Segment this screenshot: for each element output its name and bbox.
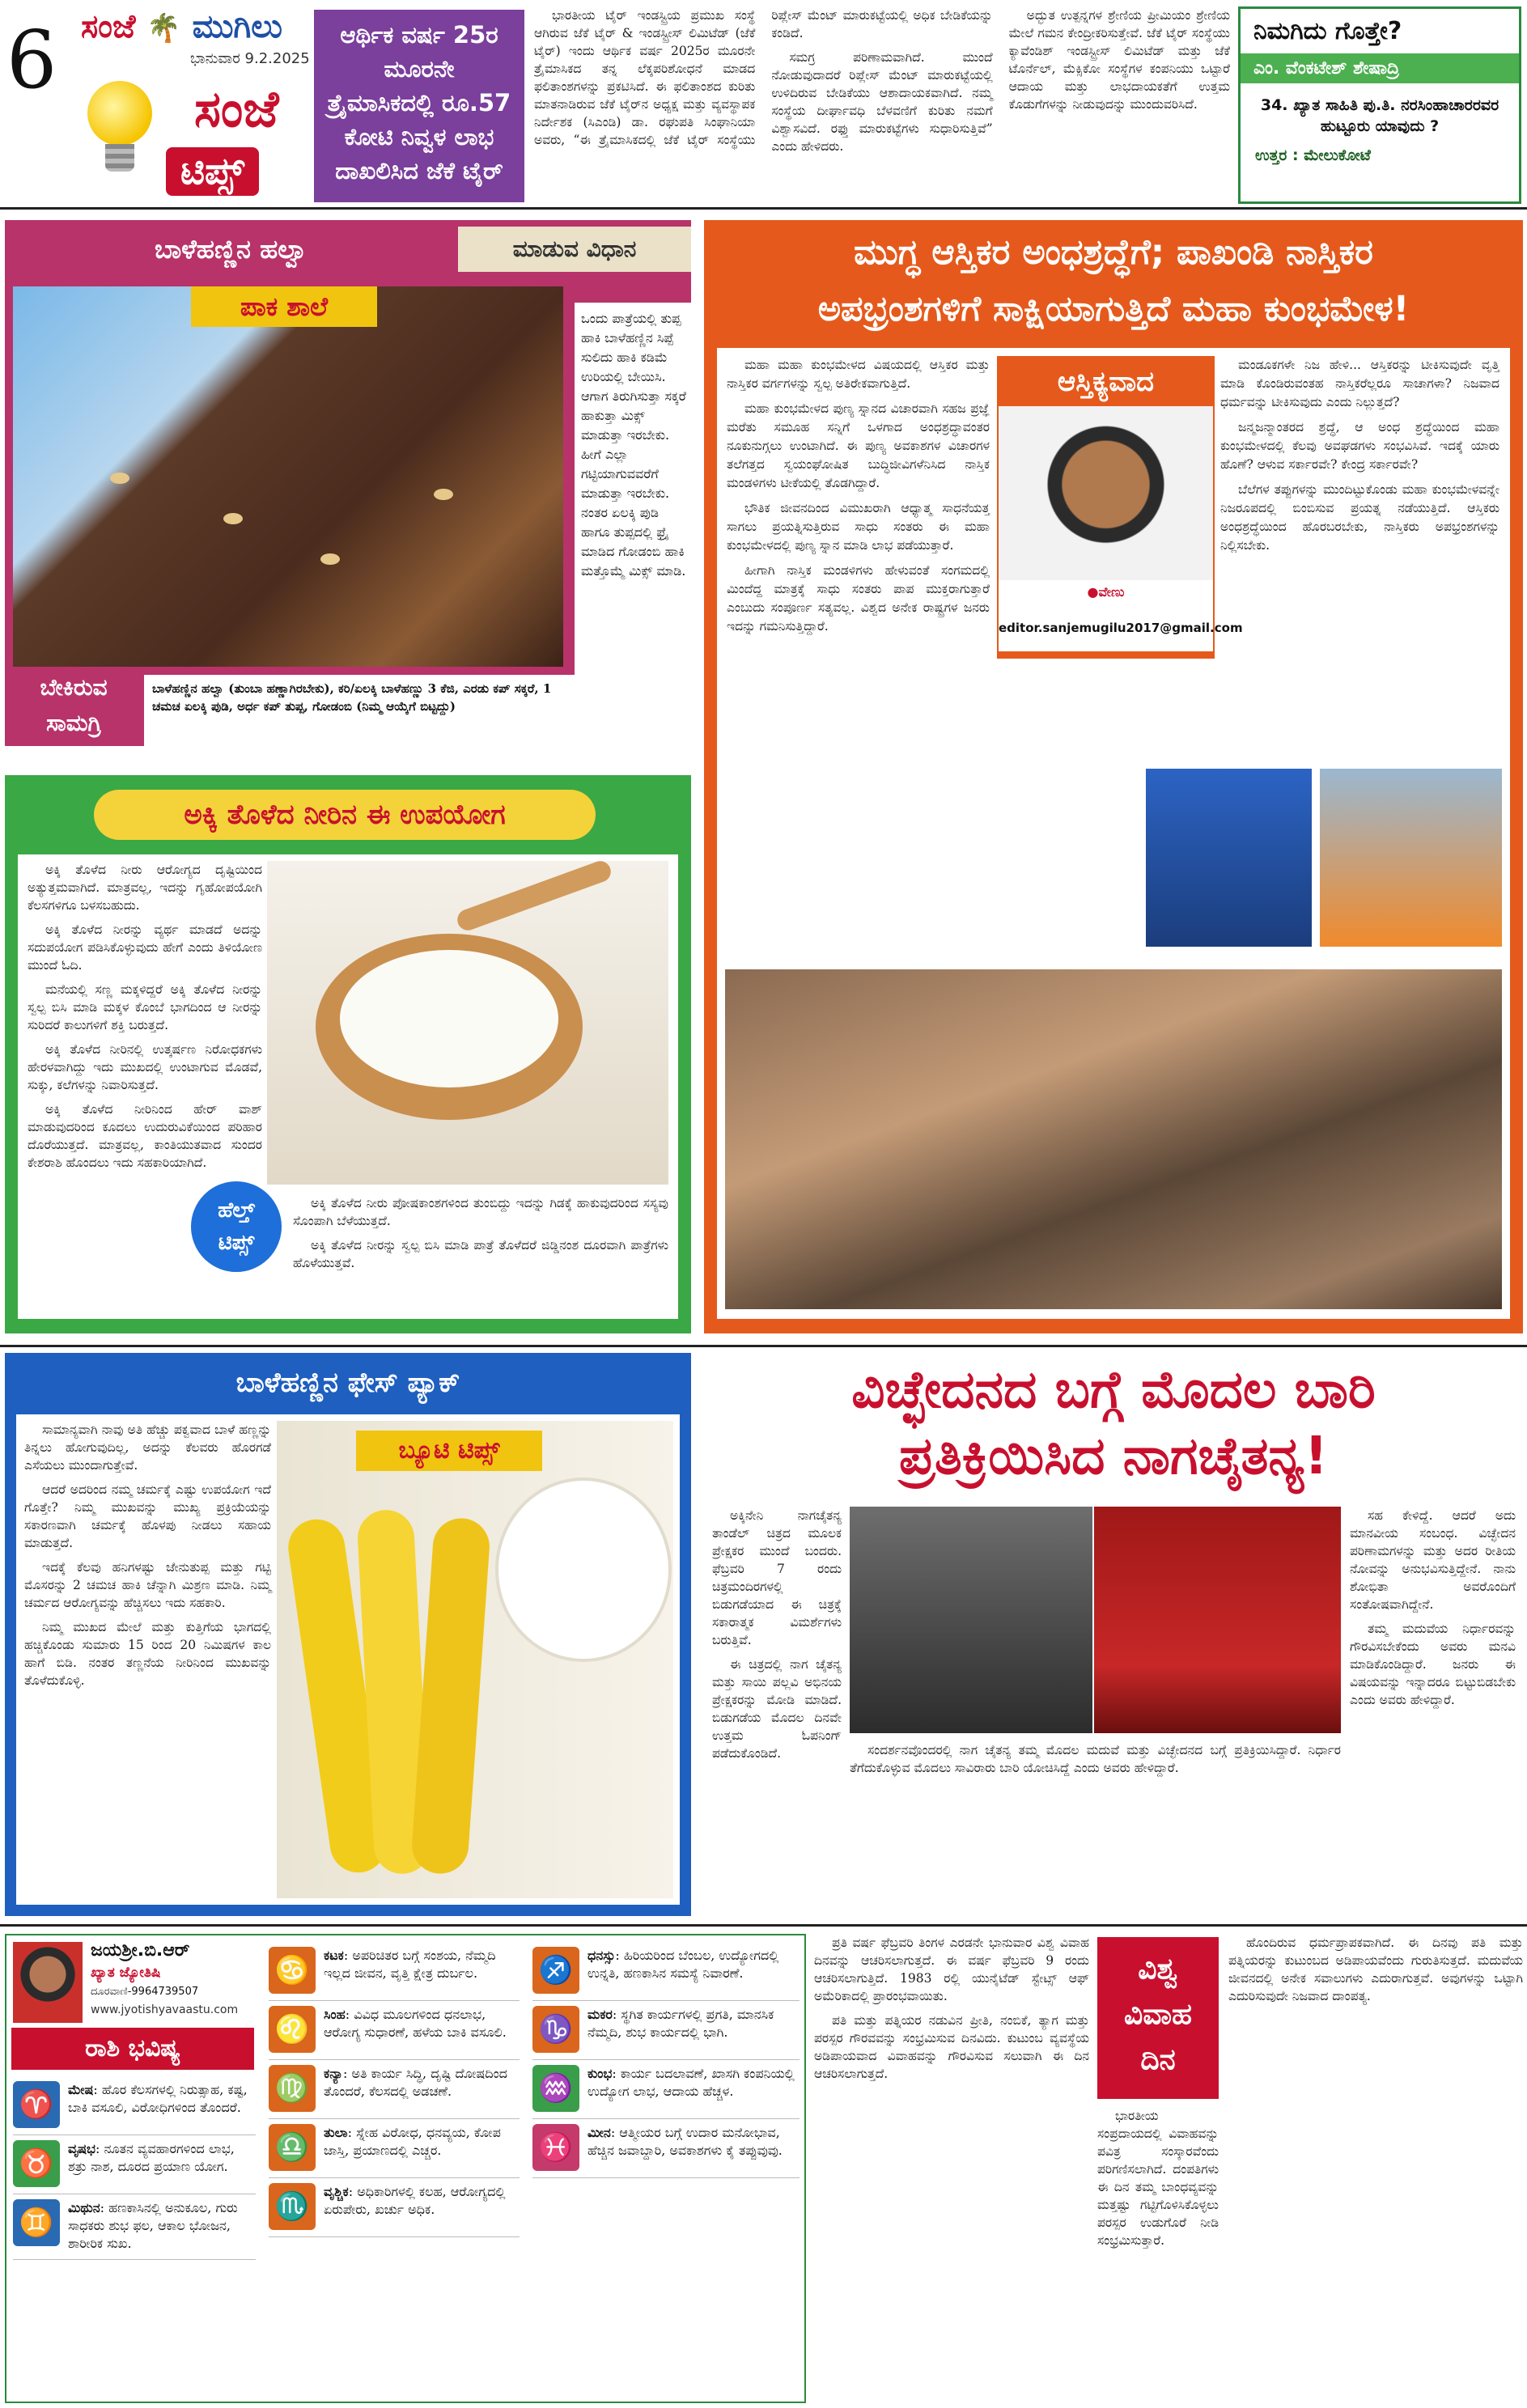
sign-name: ಮಕರ bbox=[587, 2007, 613, 2022]
nut-dot bbox=[110, 473, 129, 484]
paragraph: ಅಕ್ಕಿ ತೊಳೆದ ನೀರು ಪೋಷಕಾಂಶಗಳಿಂದ ತುಂಬಿದ್ದು ಇದನ್ನು ಗಿಡಕ್ಕೆ ಹಾಕುವುದರಿಂದ ಸಸ್ಯವು ಸೊಂಪಾಗಿ ಬೆಳೆಯುತ್ತದೆ. bbox=[293, 1196, 668, 1228]
sign-text: ಹಿರಿಯರಿಂದ ಬೆಂಬಲ, ಉದ್ಯೋಗದಲ್ಲಿ ಉನ್ನತಿ, ಹಣಕಾಸಿನ ಸಮಸ್ಯೆ ನಿವಾರಣೆ. bbox=[587, 1948, 779, 1981]
gemini-icon: ♊ bbox=[13, 2199, 60, 2246]
sign-name: ಸಿಂಹ bbox=[324, 2007, 346, 2022]
astro-phone: ದೂರವಾಣಿ-9964739507 bbox=[91, 1986, 199, 1998]
column-name: ಆಸ್ತಿಕ್ಯವಾದ bbox=[1057, 366, 1155, 398]
paragraph: ಅಕ್ಕಿ ತೊಳೆದ ನೀರನ್ನು ವ್ಯರ್ಥ ಮಾಡದೆ ಅದನ್ನು ಸದುಪಯೋಗ ಪಡಿಸಿಕೊಳ್ಳುವುದು ಹೇಗೆ ಎಂದು ತಿಳಿಯೋಣ ಮುಂದೆ ಓದಿ. bbox=[28, 922, 262, 973]
libra-icon: ♎ bbox=[269, 2124, 316, 2171]
promo-text: ಆರ್ಥಿಕ ವರ್ಷ 25ರ ಮೂರನೇ ತ್ರೈಮಾಸಿಕದಲ್ಲಿ ರೂ.57 ಕೋಟಿ ನಿವ್ವಳ ಲಾಭ ದಾಖಲಿಸಿದ ಜೆಕೆ ಟೈರ್ bbox=[327, 21, 511, 184]
paragraph: ಬೆಲೆಗಳ ತಪ್ಪುಗಳನ್ನು ಮುಂದಿಟ್ಟುಕೊಂಡು ಮಹಾ ಕುಂಭಮೇಳವನ್ನೇ ನಿಜರೂಪದಲ್ಲಿ ಬಿಂಬಿಸುವ ಪ್ರಯತ್ನ ನಡೆಯುತ್ತಿದೆ. ಆಸ್ತಿಕರು ಅಂಧಶ್ರದ್ಧೆಯಿಂದ ಹೊರಬರಬೇಕು, ನಾಸ್ತಿಕರು ಅಪಭ್ರಂಶಗಳನ್ನು ನಿಲ್ಲಿಸಬೇಕು. bbox=[1220, 482, 1499, 553]
zodiac-column bbox=[269, 1942, 520, 2237]
paragraph: ಜನ್ಮಜನ್ಮಾಂತರದ ಶ್ರದ್ಧೆ, ಆ ಅಂಧ ಶ್ರದ್ಧೆಯಿಂದ ಮಹಾ ಕುಂಭಮೇಳದಲ್ಲಿ ಕೆಲವು ಅವಘಡಗಳು ಸಂಭವಿಸಿವೆ. ಇದಕ್ಕೆ ಯಾರು ಹೊಣೆ? ಆಳುವ ಸರ್ಕಾರವೇ? ಕೇಂದ್ರ ಸರ್ಕಾರವೇ? bbox=[1220, 420, 1499, 472]
cancer-icon: ♋ bbox=[269, 1947, 316, 1994]
zodiac-sign: ♒ ಕುಂಭ: ಕಾರ್ಯ ಬದಲಾವಣೆ, ಖಾಸಗಿ ಕಂಪನಿಯಲ್ಲಿ ಉದ್ಯೋಗ ಲಾಭ, ಆದಾಯ ಹೆಚ್ಚಳ. bbox=[532, 2060, 800, 2119]
paragraph: ಸಂದರ್ಶನವೊಂದರಲ್ಲಿ ನಾಗ ಚೈತನ್ಯ ತಮ್ಮ ಮೊದಲ ಮದುವೆ ಮತ್ತು ವಿಚ್ಛೇದನದ ಬಗ್ಗೆ ಪ್ರತಿಕ್ರಿಯಿಸಿದ್ದಾರೆ. ನಿರ್ಧಾರ ತೆಗೆದುಕೊಳ್ಳುವ ಮೊದಲು ಸಾವಿರಾರು ಬಾರಿ ಯೋಚಿಸಿದ್ದೆ ಎಂದು ಅವರು ಹೇಳಿದ್ದಾರೆ. bbox=[850, 1743, 1341, 1775]
paragraph: ಹೊಂದಿರುವ ಧರ್ಮಪ್ರಾಪಕವಾಗಿದೆ. ಈ ದಿನವು ಪತಿ ಮತ್ತು ಪತ್ನಿಯರನ್ನು ಕುಟುಂಬದ ಅಡಿಪಾಯವೆಂದು ಗುರುತಿಸುತ್ತದೆ. ಮದುವೆಯ ಜೀವನದಲ್ಲಿ ಅನೇಕ ಸವಾಲುಗಳು ಎದುರಾಗುತ್ತವೆ. ಅವುಗಳನ್ನು ಒಟ್ಟಾಗಿ ಎದುರಿಸುವುದೇ ನಿಜವಾದ ದಾಂಪತ್ಯ. bbox=[1228, 1935, 1523, 2003]
halwa-title: ಬಾಳೆಹಣ್ಣಿನ ಹಲ್ವಾ bbox=[5, 220, 458, 278]
beauty-tips-label: ಬ್ಯೂಟಿ ಟಿಪ್ಸ್ bbox=[356, 1431, 542, 1471]
paragraph: ಮಹಾ ಮಹಾ ಕುಂಭಮೇಳದ ವಿಷಯದಲ್ಲಿ ಆಸ್ತಿಕರ ಮತ್ತು ನಾಸ್ತಿಕರ ವರ್ಗಗಳನ್ನು ಸ್ವಲ್ಪ ಅತಿರೇಕವಾಗುತ್ತಿದೆ. bbox=[727, 358, 990, 391]
zodiac-sign: ♐ ಧನಸ್ಸು: ಹಿರಿಯರಿಂದ ಬೆಂಬಲ, ಉದ್ಯೋಗದಲ್ಲಿ ಉನ್ನತಿ, ಹಣಕಾಸಿನ ಸಮಸ್ಯೆ ನಿವಾರಣೆ. bbox=[532, 1942, 800, 2001]
astro-website: www.jyotishyavaastu.com bbox=[91, 2003, 239, 2016]
halwa-photo bbox=[13, 286, 563, 667]
kumbh-section bbox=[704, 220, 1523, 1333]
paragraph: ಅಕ್ಕಿ ತೊಳೆದ ನೀರಿನಲ್ಲಿ ಉತ್ಕರ್ಷಣ ನಿರೋಧಕಗಳು ಹೇರಳವಾಗಿದ್ದು ಇದು ಮುಖದಲ್ಲಿ ಉಂಟಾಗುವ ಮೊಡವೆ, ಸುಕ್ಕು, ಕಲೆಗಳನ್ನು ನಿವಾರಿಸುತ್ತದೆ. bbox=[28, 1042, 262, 1092]
banana-pack-text bbox=[24, 1421, 271, 1898]
ingredients-label: ಬೇಕಿರುವ ಸಾಮಗ್ರಿ bbox=[13, 667, 134, 746]
banana-photo bbox=[277, 1421, 673, 1898]
quiz-title: ನಿಮಗಿದು ಗೊತ್ತೇ? bbox=[1241, 9, 1519, 53]
sign-name: ಮೀನ bbox=[587, 2125, 611, 2140]
business-story bbox=[534, 6, 1230, 204]
quiz-question: 34. ಖ್ಯಾತ ಸಾಹಿತಿ ಪು.ತಿ. ನರಸಿಂಹಾಚಾರರವರ ಹುಟ್ಟೂರು ಯಾವುದು ? bbox=[1260, 96, 1499, 135]
actor-photo bbox=[850, 1507, 1092, 1733]
badge-line: ಟಿಪ್ಸ್ bbox=[218, 1231, 255, 1255]
palm-icon: 🌴 bbox=[146, 12, 181, 45]
banana-pack-section bbox=[5, 1353, 691, 1916]
paragraph: ಮನೆಯಲ್ಲಿ ಸಣ್ಣ ಮಕ್ಕಳಿದ್ದರೆ ಅಕ್ಕಿ ತೊಳೆದ ನೀರನ್ನು ಸ್ವಲ್ಪ ಬಿಸಿ ಮಾಡಿ ಮಕ್ಕಳ ಕೊಂಬೆ ಭಾಗದಿಂದ ಆ ನೀರನ್ನು ಸುರಿದರೆ ಕಾಲುಗಳಿಗೆ ಶಕ್ತಿ ಬರುತ್ತದೆ. bbox=[28, 982, 262, 1032]
title-line: ವಿಶ್ವ bbox=[1138, 1952, 1178, 1986]
marriage-day-title bbox=[1097, 1937, 1219, 2099]
paragraph: ಪತಿ ಮತ್ತು ಪತ್ನಿಯರ ನಡುವಿನ ಪ್ರೀತಿ, ನಂಬಿಕೆ, ತ್ಯಾಗ ಮತ್ತು ಪರಸ್ಪರ ಗೌರವವನ್ನು ಸಂಭ್ರಮಿಸುವ ದಿನವಿದು. ಕುಟುಂಬ ವ್ಯವಸ್ಥೆಯ ಅಡಿಪಾಯವಾದ ವಿವಾಹವನ್ನು ಗೌರವಿಸುವ ಸಲುವಾಗಿ ಈ ದಿನ ಆಚರಿಸಲಾಗುತ್ತದೆ. bbox=[814, 2013, 1089, 2081]
paper-name-part-2: ಮುಗಿಲು bbox=[192, 8, 282, 45]
aquarius-icon: ♒ bbox=[532, 2065, 579, 2112]
badge-line: ಹೆಲ್ತ್ bbox=[218, 1198, 255, 1223]
zodiac-column bbox=[532, 1942, 800, 2178]
scorpio-icon: ♏ bbox=[269, 2183, 316, 2230]
ingredients-text: ಬಾಳೆಹಣ್ಣಿನ ಹಲ್ವಾ (ತುಂಬಾ ಹಣ್ಣಾಗಿರಬೇಕು), ಕರಿ/ಏಲಕ್ಕಿ ಬಾಳೆಹಣ್ಣು 3 ಕೆಜಿ, ಎರಡು ಕಪ್ ಸಕ್ಕರೆ, 1 ಚಮಚ ಏಲಕ್ಕಿ ಪುಡಿ, ಅರ್ಧ ಕಪ್ ತುಪ್ಪ, ಗೋಡಂಬಿ (ನಿಮ್ಮ ಆಯ್ಕೆಗೆ ಬಿಟ್ಟದ್ದು) bbox=[144, 675, 581, 746]
paragraph: ಅಕ್ಕಿ ತೊಳೆದ ನೀರು ಆರೋಗ್ಯದ ದೃಷ್ಟಿಯಿಂದ ಅತ್ಯುತ್ತಮವಾಗಿದೆ. ಮಾತ್ರವಲ್ಲ, ಇದನ್ನು ಗೃಹೋಪಯೋಗಿ ಕೆಲಸಗಳಿಗೂ ಬಳಸಬಹುದು. bbox=[28, 863, 262, 913]
sign-text: ಅತಿ ಕಾರ್ಯ ಸಿದ್ಧಿ, ದೃಷ್ಟಿ ದೋಷದಿಂದ ತೊಂದರೆ, ಕೆಲಸದಲ್ಲಿ ಅಡಚಣೆ. bbox=[324, 2066, 507, 2099]
column-badge bbox=[997, 356, 1243, 659]
divider bbox=[0, 1345, 1527, 1347]
paper-name bbox=[81, 8, 282, 45]
paper-name-part-1: ಸಂಜೆ bbox=[81, 8, 136, 45]
astro-photo bbox=[13, 1942, 83, 2023]
zodiac-sign: ♊ ಮಿಥುನ: ಹಣಕಾಸಿನಲ್ಲಿ ಅನುಕೂಲ, ಗುರು ಸಾಧಕರು ಶುಭ ಫಲ, ಆಕಾಲ ಭೋಜನ, ಶಾರೀರಿಕ ಸುಖ. bbox=[13, 2194, 256, 2260]
chaitanya-section bbox=[704, 1353, 1523, 1916]
author-name: ●ವೇಣು bbox=[999, 580, 1213, 604]
zodiac-column bbox=[13, 2076, 256, 2260]
leader-photo-2 bbox=[1320, 769, 1502, 947]
sagittarius-icon: ♐ bbox=[532, 1947, 579, 1994]
marriage-day-section bbox=[814, 1934, 1523, 2403]
sign-name: ಕನ್ಯಾ bbox=[324, 2066, 343, 2081]
paragraph: ಈ ಚಿತ್ರದಲ್ಲಿ ನಾಗ ಚೈತನ್ಯ ಮತ್ತು ಸಾಯಿ ಪಲ್ಲವಿ ಅಭಿನಯ ಪ್ರೇಕ್ಷಕರನ್ನು ಮೋಡಿ ಮಾಡಿದೆ. ಬಿಡುಗಡೆಯ ಮೊದಲ ದಿನವೇ ಉತ್ತಮ ಓಪನಿಂಗ್ ಪಡೆದುಕೊಂಡಿದೆ. bbox=[712, 1657, 842, 1761]
section-subtitle: ಟಿಪ್ಸ್ bbox=[166, 147, 259, 196]
divider bbox=[0, 207, 1527, 210]
astro-section bbox=[5, 1934, 806, 2403]
pisces-icon: ♓ bbox=[532, 2124, 579, 2171]
date-line: ಭಾನುವಾರ 9.2.2025 bbox=[190, 50, 310, 67]
sign-text: ಕಾರ್ಯ ಬದಲಾವಣೆ, ಖಾಸಗಿ ಕಂಪನಿಯಲ್ಲಿ ಉದ್ಯೋಗ ಲಾಭ, ಆದಾಯ ಹೆಚ್ಚಳ. bbox=[587, 2066, 795, 2099]
rice-water-tail bbox=[293, 1194, 668, 1314]
sign-name: ಮಿಥುನ bbox=[68, 2200, 100, 2215]
marriage-col-2 bbox=[1097, 2107, 1219, 2403]
quiz-answer: ಉತ್ತರ : ಮೇಲುಕೋಟೆ bbox=[1255, 146, 1371, 164]
paragraph: ಭಾರತೀಯ ಟೈರ್ ಇಂಡಸ್ಟ್ರಿಯ ಪ್ರಮುಖ ಸಂಸ್ಥೆ ಆಗಿರುವ ಜೆಕೆ ಟೈರ್ & ಇಂಡಸ್ಟ್ರೀಸ್ ಲಿಮಿಟೆಡ್ (ಜೆಕೆ ಟೈರ್) ಇಂದು ಆರ್ಥಿಕ ವರ್ಷ 2025ರ ಮೂರನೇ ತ್ರೈಮಾಸಿಕದ ತನ್ನ ಲೆಕ್ಕಪರಿಶೋಧನೆ ಮಾಡದ ಫಲಿತಾಂಶಗಳನ್ನು ಪ್ರಕಟಿಸಿದೆ. ಈ ಫಲಿತಾಂಶದ ಕುರಿತು ಮಾತನಾಡಿರುವ ಜೆಕೆ ಟೈರ್‌ನ ಅಧ್ಯಕ್ಷ ಮತ್ತು ವ್ಯವಸ್ಥಾಪಕ ನಿರ್ದೇಶಕ (ಸಿಎಂಡಿ) ಡಾ. ರಘುಪತಿ ಸಿಂಘಾನಿಯಾ ಅವರು, “ಈ ತ್ರೈಮಾಸಿಕದಲ್ಲಿ ಜೆಕೆ ಟೈರ್ ಸಂಸ್ಥೆಯು ರಿಪ್ಲೇಸ್ ಮೆಂಟ್ ಮಾರುಕಟ್ಟೆಯಲ್ಲಿ ಅಧಿಕ ಬೇಡಿಕೆಯನ್ನು ಕಂಡಿದೆ. bbox=[534, 8, 993, 147]
rice-water-title: ಅಕ್ಕಿ ತೊಳೆದ ನೀರಿನ ಈ ಉಪಯೋಗ bbox=[94, 790, 596, 840]
nut-dot bbox=[223, 513, 243, 524]
banana-pack-title: ಬಾಳೆಹಣ್ಣಿನ ಫೇಸ್ ಪ್ಯಾಕ್ bbox=[235, 1367, 460, 1399]
chaitanya-left-col bbox=[712, 1507, 842, 1911]
sign-name: ವೃಶ್ಚಿಕ bbox=[324, 2184, 349, 2199]
leo-icon: ♌ bbox=[269, 2006, 316, 2053]
nut-dot bbox=[434, 489, 453, 500]
paragraph: ತಮ್ಮ ಮದುವೆಯ ನಿರ್ಧಾರವನ್ನು ಗೌರವಿಸಬೇಕೆಂದು ಅವರು ಮನವಿ ಮಾಡಿಕೊಂಡಿದ್ದಾರೆ. ಜನರು ಈ ವಿಷಯವನ್ನು ಇನ್ನಾದರೂ ಬಿಟ್ಟುಬಿಡಬೇಕು ಎಂದು ಅವರು ಹೇಳಿದ್ದಾರೆ. bbox=[1350, 1622, 1516, 1707]
zodiac-sign: ♑ ಮಕರ: ಸ್ಥಗಿತ ಕಾರ್ಯಗಳಲ್ಲಿ ಪ್ರಗತಿ, ಮಾನಸಿಕ ನೆಮ್ಮದಿ, ಶುಭ ಕಾರ್ಯದಲ್ಲಿ ಭಾಗಿ. bbox=[532, 2001, 800, 2060]
paragraph: ಅಕ್ಕಿ ತೊಳೆದ ನೀರಿನಿಂದ ಹೇರ್ ವಾಶ್ ಮಾಡುವುದರಿಂದ ಕೂದಲು ಉದುರುವಿಕೆಯಿಂದ ಪರಿಹಾರ ದೊರೆಯುತ್ತದೆ. ಮಾತ್ರವಲ್ಲ, ಕಾಂತಿಯುತವಾದ ಸುಂದರ ಕೇಶರಾಶಿ ಹೊಂದಲು ಇದು ಸಹಕಾರಿಯಾಗಿದೆ. bbox=[28, 1102, 262, 1170]
paragraph: ಸಾಮಾನ್ಯವಾಗಿ ನಾವು ಅತಿ ಹೆಚ್ಚು ಪಕ್ವವಾದ ಬಾಳೆ ಹಣ್ಣನ್ನು ತಿನ್ನಲು ಹೋಗುವುದಿಲ್ಲ, ಅದನ್ನು ಕೆಲವರು ಹೊರಗಡೆ ಎಸೆಯಲು ಮುಂದಾಗುತ್ತೇವೆ. bbox=[24, 1422, 271, 1473]
crowd-photo bbox=[725, 969, 1502, 1309]
sign-name: ವೃಷಭ bbox=[68, 2141, 95, 2156]
paragraph: ನಿಮ್ಮ ಮುಖದ ಮೇಲೆ ಮತ್ತು ಕುತ್ತಿಗೆಯ ಭಾಗದಲ್ಲಿ ಹಚ್ಚಿಕೊಂಡು ಸುಮಾರು 15 ರಿಂದ 20 ನಿಮಿಷಗಳ ಕಾಲ ಹಾಗೆ ಬಿಡಿ. ನಂತರ ತಣ್ಣನೆಯ ನೀರಿನಿಂದ ಮುಖವನ್ನು ತೊಳೆದುಕೊಳ್ಳಿ. bbox=[24, 1620, 271, 1688]
paragraph: ಅಕ್ಕಿ ತೊಳೆದ ನೀರನ್ನು ಸ್ವಲ್ಪ ಬಿಸಿ ಮಾಡಿ ಪಾತ್ರೆ ತೊಳೆದರೆ ಜಿಡ್ಡಿನಂಶ ದೂರವಾಗಿ ಪಾತ್ರೆಗಳು ಹೊಳೆಯುತ್ತವೆ. bbox=[293, 1238, 668, 1270]
paragraph: ಸಮಗ್ರ ಪರಿಣಾಮವಾಗಿದೆ. ಮುಂದೆ ನೋಡುವುದಾದರೆ ರಿಪ್ಲೇಸ್ ಮೆಂಟ್ ಮಾರುಕಟ್ಟೆಯಲ್ಲಿ ಉಳಿದಿರುವ ಬೇಡಿಕೆಯು ಆಶಾದಾಯಕವಾಗಿದೆ. ನಮ್ಮ ಸಂಸ್ಥೆಯ ದೀರ್ಘಾವಧಿ ಬೆಳವಣಿಗೆ ಕುರಿತು ನಮಗೆ ವಿಶ್ವಾಸವಿದೆ. ರಫ್ತು ಮಾರುಕಟ್ಟೆಗಳು ಸುಧಾರಿಸುತ್ತಿವೆ” ಎಂದು ಹೇಳಿದರು. bbox=[771, 50, 993, 154]
paragraph: ಮಂಡೂಕಗಳೇ ನಿಜ ಹೇಳಿ... ಆಸ್ತಿಕರನ್ನು ಟೀಕಿಸುವುದೇ ವೃತ್ತಿ ಮಾಡಿ ಕೊಂಡಿರುವಂತಹ ನಾಸ್ತಿಕರೆಲ್ಲರೂ ಸಾಚಾಗಳಾ? ನಿಜವಾದ ಧರ್ಮವನ್ನು ಟೀಕಿಸುವುದು ಎಂದು ನಿಲ್ಲುತ್ತದೆ? bbox=[1220, 358, 1499, 409]
title-line: ವಿವಾಹ bbox=[1124, 1998, 1192, 2031]
method-label: ಮಾಡುವ ವಿಧಾನ bbox=[458, 227, 691, 272]
virgo-icon: ♍ bbox=[269, 2065, 316, 2112]
capricorn-icon: ♑ bbox=[532, 2006, 579, 2053]
sign-text: ಅಪರಿಚಿತರ ಬಗ್ಗೆ ಸಂಶಯ, ನೆಮ್ಮದಿ ಇಲ್ಲದ ಜೀವನ, ವೃತ್ತಿ ಕ್ಷೇತ್ರ ದುರ್ಬಲ. bbox=[324, 1948, 496, 1981]
paragraph: ಸಹ ಕೇಳಿದ್ದೆ. ಆದರೆ ಅದು ಮಾನವೀಯ ಸಂಬಂಧ. ವಿಚ್ಛೇದನ ಪರಿಣಾಮಗಳನ್ನು ಮತ್ತು ಅದರ ರೀತಿಯ ನೋವನ್ನು ಅನುಭವಿಸುತ್ತಿದ್ದೇನೆ. ನಾನು ಶೋಭಿತಾ ಅವರೊಂದಿಗೆ ಸಂತೋಷವಾಗಿದ್ದೇನೆ. bbox=[1350, 1508, 1516, 1612]
chaitanya-right-col bbox=[1350, 1507, 1516, 1911]
sign-text: ನೂತನ ವ್ಯವಹಾರಗಳಿಂದ ಲಾಭ, ಶತ್ರು ನಾಶ, ದೂರದ ಪ್ರಯಾಣ ಯೋಗ. bbox=[68, 2141, 235, 2174]
bulb-icon bbox=[81, 81, 159, 178]
astro-name: ಜಯಶ್ರೀ.ಬಿ.ಆರ್ bbox=[91, 1940, 190, 1961]
kitchen-label: ಪಾಕ ಶಾಲೆ bbox=[191, 286, 377, 327]
paragraph: ಭಾರತೀಯ ಸಂಪ್ರದಾಯದಲ್ಲಿ ವಿವಾಹವನ್ನು ಪವಿತ್ರ ಸಂಸ್ಕಾರವೆಂದು ಪರಿಗಣಿಸಲಾಗಿದೆ. ದಂಪತಿಗಳು ಈ ದಿನ ತಮ್ಮ ಬಾಂಧವ್ಯವನ್ನು ಮತ್ತಷ್ಟು ಗಟ್ಟಿಗೊಳಿಸಿಕೊಳ್ಳಲು ಪರಸ್ಪರ ಉಡುಗೊರೆ ನೀಡಿ ಸಂಭ್ರಮಿಸುತ್ತಾರೆ. bbox=[1097, 2109, 1219, 2248]
quiz-box bbox=[1238, 6, 1521, 204]
zodiac-sign: ♈ ಮೇಷ: ಹೊರ ಕೆಲಸಗಳಲ್ಲಿ ನಿರುತ್ಸಾಹ, ಕಷ್ಟ, ಬಾಕಿ ವಸೂಲಿ, ವಿರೋಧಿಗಳಿಂದ ತೊಂದರೆ. bbox=[13, 2076, 256, 2135]
sign-name: ತುಲಾ bbox=[324, 2125, 348, 2140]
chaitanya-center-col bbox=[850, 1741, 1341, 1911]
paragraph: ಹೀಗಾಗಿ ನಾಸ್ತಿಕ ಮಂಡಳಿಗಳು ಹೇಳುವಂತೆ ಸಂಗಮದಲ್ಲಿ ಮಿಂದೆದ್ದ ಮಾತ್ರಕ್ಕೆ ಸಾಧು ಸಂತರು ಪಾಪ ಮುಕ್ತರಾಗುತ್ತಾರೆ ಎಂಬುದು ಸಂಪೂರ್ಣ ಸತ್ಯವಲ್ಲ. ವಿಶ್ವದ ಅನೇಕ ರಾಷ್ಟ್ರಗಳ ಜನರು ಇದನ್ನು ಗಮನಿಸುತ್ತಿದ್ದಾರೆ. bbox=[727, 563, 990, 634]
sign-text: ಸ್ನೇಹ ವಿರೋಧ, ಧನವ್ಯಯ, ಕೋಪ ಜಾಸ್ತಿ, ಪ್ರಯಾಣದಲ್ಲಿ ಎಚ್ಚರ. bbox=[324, 2125, 501, 2158]
zodiac-sign: ♍ ಕನ್ಯಾ: ಅತಿ ಕಾರ್ಯ ಸಿದ್ಧಿ, ದೃಷ್ಟಿ ದೋಷದಿಂದ ತೊಂದರೆ, ಕೆಲಸದಲ್ಲಿ ಅಡಚಣೆ. bbox=[269, 2060, 520, 2119]
sign-text: ಹೊರ ಕೆಲಸಗಳಲ್ಲಿ ನಿರುತ್ಸಾಹ, ಕಷ್ಟ, ಬಾಕಿ ವಸೂಲಿ, ವಿರೋಧಿಗಳಿಂದ ತೊಂದರೆ. bbox=[68, 2082, 248, 2115]
actress-photo bbox=[1094, 1507, 1341, 1733]
sign-text: ಅಧಿಕಾರಿಗಳಲ್ಲಿ ಕಲಹ, ಆರೋಗ್ಯದಲ್ಲಿ ಏರುಪೇರು, ಖರ್ಚು ಅಧಿಕ. bbox=[324, 2184, 506, 2217]
rice-water-section bbox=[5, 775, 691, 1333]
zodiac-sign: ♉ ವೃಷಭ: ನೂತನ ವ್ಯವಹಾರಗಳಿಂದ ಲಾಭ, ಶತ್ರು ನಾಶ, ದೂರದ ಪ್ರಯಾಣ ಯೋಗ. bbox=[13, 2135, 256, 2194]
paragraph: ಆದರೆ ಅದರಿಂದ ನಮ್ಮ ಚರ್ಮಕ್ಕೆ ಎಷ್ಟು ಉಪಯೋಗ ಇದೆ ಗೊತ್ತೇ? ನಿಮ್ಮ ಮುಖವನ್ನು ಮುಖ್ಯ ಪ್ರಕ್ರಿಯೆಯನ್ನು ಸಕಾರಣವಾಗಿ ಚರ್ಮಕ್ಕೆ ಹೊಳಪು ನೀಡಲು ಸಹಾಯ ಮಾಡುತ್ತದೆ. bbox=[24, 1482, 271, 1550]
section-title: ಸಂಜೆ bbox=[194, 79, 279, 138]
chaitanya-headline-2: ಪ್ರತಿಕ್ರಿಯಿಸಿದ ನಾಗಚೈತನ್ಯ! bbox=[899, 1427, 1328, 1486]
zodiac-sign: ♎ ತುಲಾ: ಸ್ನೇಹ ವಿರೋಧ, ಧನವ್ಯಯ, ಕೋಪ ಜಾಸ್ತಿ, ಪ್ರಯಾಣದಲ್ಲಿ ಎಚ್ಚರ. bbox=[269, 2119, 520, 2178]
sign-text: ಹಣಕಾಸಿನಲ್ಲಿ ಅನುಕೂಲ, ಗುರು ಸಾಧಕರು ಶುಭ ಫಲ, ಆಕಾಲ ಭೋಜನ, ಶಾರೀರಿಕ ಸುಖ. bbox=[68, 2200, 238, 2251]
paragraph: ಅದ್ಭುತ ಉತ್ಪನ್ನಗಳ ಶ್ರೇಣಿಯ ಪ್ರೀಮಿಯಂ ಶ್ರೇಣಿಯ ಮೇಲೆ ಗಮನ ಕೇಂದ್ರೀಕರಿಸುತ್ತೇವೆ. ಜೆಕೆ ಟೈರ್ ಸಂಸ್ಥೆಯು ಕ್ಯಾವೆಂಡಿಶ್ ಇಂಡಸ್ಟ್ರೀಸ್ ಲಿಮಿಟೆಡ್ ಮತ್ತು ಜೆಕೆ ಟೊರ್ನೆಲ್, ಮೆಕ್ಸಿಕೋ ಸಂಸ್ಥೆಗಳ ಕಂಪನಿಯು ಒಟ್ಟಾರೆ ಆದಾಯ ಮತ್ತು ಲಾಭದಾಯಕತೆಗೆ ಉತ್ತಮ ಕೊಡುಗೆಗಳನ್ನು ನೀಡುವುದನ್ನು ಮುಂದುವರಿಸಿದೆ. bbox=[1008, 8, 1230, 112]
page-number: 6 bbox=[6, 15, 57, 107]
promo-box bbox=[314, 10, 524, 202]
method-text: ಒಂದು ಪಾತ್ರೆಯಲ್ಲಿ ತುಪ್ಪ ಹಾಕಿ ಬಾಳೆಹಣ್ಣಿನ ಸಿಪ್ಪೆ ಸುಲಿದು ಹಾಕಿ ಕಡಿಮೆ ಉರಿಯಲ್ಲಿ ಬೇಯಿಸಿ. ಆಗಾಗ ತಿರುಗಿಸುತ್ತಾ ಸಕ್ಕರೆ ಹಾಕುತ್ತಾ ಮಿಕ್ಸ್ ಮಾಡುತ್ತಾ ಇರಬೇಕು. ಹೀಗೆ ಎಲ್ಲಾ ಗಟ್ಟಿಯಾಗುವವರೆಗೆ ಮಾಡುತ್ತಾ ಇರಬೇಕು. ನಂತರ ಏಲಕ್ಕಿ ಪುಡಿ ಹಾಗೂ ತುಪ್ಪದಲ್ಲಿ ಫ್ರೈ ಮಾಡಿದ ಗೋಡಂಬಿ ಹಾಕಿ ಮತ್ತೊಮ್ಮೆ ಮಿಕ್ಸ್ ಮಾಡಿ. bbox=[575, 303, 691, 746]
nut-dot bbox=[320, 553, 340, 565]
sign-text: ಆತ್ಮೀಯರ ಬಗ್ಗೆ ಉದಾರ ಮನೋಭಾವ, ಹೆಚ್ಚಿನ ಜವಾಬ್ದಾರಿ, ಅವಕಾಶಗಳು ಕೈ ತಪ್ಪುವುವು. bbox=[587, 2125, 783, 2158]
quiz-author: ಎಂ. ವೆಂಕಟೇಶ್ ಶೇಷಾದ್ರಿ bbox=[1241, 53, 1519, 83]
rice-bowl-photo bbox=[267, 861, 668, 1185]
sign-name: ಕಟಕ bbox=[324, 1948, 344, 1963]
sign-name: ಧನಸ್ಸು bbox=[587, 1948, 616, 1963]
zodiac-sign: ♋ ಕಟಕ: ಅಪರಿಚಿತರ ಬಗ್ಗೆ ಸಂಶಯ, ನೆಮ್ಮದಿ ಇಲ್ಲದ ಜೀವನ, ವೃತ್ತಿ ಕ್ಷೇತ್ರ ದುರ್ಬಲ. bbox=[269, 1942, 520, 2001]
paragraph: ಭೌತಿಕ ಜೀವನದಿಂದ ವಿಮುಖರಾಗಿ ಆಧ್ಯಾತ್ಮ ಸಾಧನೆಯತ್ತ ಸಾಗಲು ಪ್ರಯತ್ನಿಸುತ್ತಿರುವ ಸಾಧು ಸಂತರು ಈ ಮಹಾ ಕುಂಭಮೇಳದಲ್ಲಿ ಪುಣ್ಯ ಸ್ನಾನ ಮಾಡಿ ಲಾಭ ಪಡೆಯುತ್ತಾರೆ. bbox=[727, 501, 990, 553]
halwa-section bbox=[5, 220, 691, 746]
zodiac-sign: ♓ ಮೀನ: ಆತ್ಮೀಯರ ಬಗ್ಗೆ ಉದಾರ ಮನೋಭಾವ, ಹೆಚ್ಚಿನ ಜವಾಬ್ದಾರಿ, ಅವಕಾಶಗಳು ಕೈ ತಪ್ಪುವುವು. bbox=[532, 2119, 800, 2178]
chaitanya-headline-1: ವಿಚ್ಛೇದನದ ಬಗ್ಗೆ ಮೊದಲ ಬಾರಿ bbox=[851, 1360, 1376, 1420]
paragraph: ಮಹಾ ಕುಂಭಮೇಳದ ಪುಣ್ಯ ಸ್ನಾನದ ವಿಚಾರವಾಗಿ ಸಹಜ ಪ್ರಜ್ಞೆ ಮರೆತು ಸಮೂಹ ಸನ್ನಿಗೆ ಒಳಗಾದ ಅಂಧಶ್ರದ್ಧಾವಂತರ ನೂಕುನುಗ್ಗಲು ಉಂಟಾಗಿದೆ. ಈ ಪುಣ್ಯ ಅವಕಾಶಗಳ ವಿಚಾರಗಳ ತಲೆಗತ್ತದ ಸ್ವಯಂಘೋಷಿತ ಬುದ್ಧಿಜೀವಿಗಳೆನಿಸಿದ ನಾಸ್ತಿಕ ಮಂಡಳಿಗಳು ಟೀಕೆಯಲ್ಲಿ ತೊಡಗಿದ್ದಾರೆ. bbox=[727, 401, 990, 490]
zodiac-sign: ♏ ವೃಶ್ಚಿಕ: ಅಧಿಕಾರಿಗಳಲ್ಲಿ ಕಲಹ, ಆರೋಗ್ಯದಲ್ಲಿ ಏರುಪೇರು, ಖರ್ಚು ಅಧಿಕ. bbox=[269, 2178, 520, 2237]
kumbh-headline-1: ಮುಗ್ಧ ಆಸ್ತಿಕರ ಅಂಧಶ್ರದ್ಧೆಗೆ; ಪಾಖಂಡಿ ನಾಸ್ತಿಕರ bbox=[854, 232, 1373, 273]
taurus-icon: ♉ bbox=[13, 2140, 60, 2187]
title-line: ದಿನ bbox=[1140, 2043, 1176, 2076]
divider bbox=[0, 1924, 1527, 1927]
zodiac-sign: ♌ ಸಿಂಹ: ವಿವಿಧ ಮೂಲಗಳಿಂದ ಧನಲಾಭ, ಆರೋಗ್ಯ ಸುಧಾರಣೆ, ಹಳೆಯ ಬಾಕಿ ವಸೂಲಿ. bbox=[269, 2001, 520, 2060]
leader-photo-1 bbox=[1146, 769, 1312, 947]
health-tips-badge bbox=[188, 1178, 285, 1275]
sign-text: ವಿವಿಧ ಮೂಲಗಳಿಂದ ಧನಲಾಭ, ಆರೋಗ್ಯ ಸುಧಾರಣೆ, ಹಳೆಯ ಬಾಕಿ ವಸೂಲಿ. bbox=[324, 2007, 507, 2040]
sign-name: ಮೇಷ bbox=[68, 2082, 94, 2097]
paragraph: ಪ್ರತಿ ವರ್ಷ ಫೆಬ್ರವರಿ ತಿಂಗಳ ಎರಡನೇ ಭಾನುವಾರ ವಿಶ್ವ ವಿವಾಹ ದಿನವನ್ನು ಆಚರಿಸಲಾಗುತ್ತದೆ. ಈ ವರ್ಷ ಫೆಬ್ರವರಿ 9 ರಂದು ಆಚರಿಸಲಾಗುತ್ತಿದೆ. 1983 ರಲ್ಲಿ ಯುನೈಟೆಡ್ ಸ್ಟೇಟ್ಸ್ ಆಫ್ ಅಮೆರಿಕಾದಲ್ಲಿ ಪ್ರಾರಂಭವಾಯಿತು. bbox=[814, 1935, 1089, 2003]
paragraph: ಇದಕ್ಕೆ ಕೆಲವು ಹನಿಗಳಷ್ಟು ಜೇನುತುಪ್ಪ ಮತ್ತು ಗಟ್ಟಿ ಮೊಸರನ್ನು 2 ಚಮಚ ಹಾಕಿ ಚೆನ್ನಾಗಿ ಮಿಶ್ರಣ ಮಾಡಿ. ನಿಮ್ಮ ಚರ್ಮದ ಆರೋಗ್ಯವನ್ನು ಹೆಚ್ಚಿಸಲು ಇದು ಸಹಕಾರಿ. bbox=[24, 1560, 271, 1610]
astro-heading: ರಾಶಿ ಭವಿಷ್ಯ bbox=[11, 2028, 254, 2070]
kumbh-right-col bbox=[1220, 356, 1499, 761]
astro-title: ಖ್ಯಾತ ಜ್ಯೋತಿಷಿ bbox=[91, 1965, 161, 1981]
sign-text: ಸ್ಥಗಿತ ಕಾರ್ಯಗಳಲ್ಲಿ ಪ್ರಗತಿ, ಮಾನಸಿಕ ನೆಮ್ಮದಿ, ಶುಭ ಕಾರ್ಯದಲ್ಲಿ ಭಾಗಿ. bbox=[587, 2007, 774, 2040]
author-email: editor.sanjemugilu2017@gmail.com bbox=[999, 604, 1213, 651]
paragraph: ಅಕ್ಕಿನೇನಿ ನಾಗಚೈತನ್ಯ ತಾಂಡೆಲ್ ಚಿತ್ರದ ಮೂಲಕ ಪ್ರೇಕ್ಷಕರ ಮುಂದೆ ಬಂದರು. ಫೆಬ್ರವರಿ 7 ರಂದು ಚಿತ್ರಮಂದಿರಗಳಲ್ಲಿ ಬಿಡುಗಡೆಯಾದ ಈ ಚಿತ್ರಕ್ಕೆ ಸಕಾರಾತ್ಮಕ ವಿಮರ್ಶೆಗಳು ಬರುತ್ತಿವೆ. bbox=[712, 1508, 842, 1647]
author-photo bbox=[999, 406, 1213, 580]
aries-icon: ♈ bbox=[13, 2081, 60, 2128]
kumbh-headline-2: ಅಪಭ್ರಂಶಗಳಿಗೆ ಸಾಕ್ಷಿಯಾಗುತ್ತಿದೆ ಮಹಾ ಕುಂಭಮೇಳ! bbox=[817, 289, 1410, 329]
marriage-col-3 bbox=[1228, 1934, 1523, 2403]
marriage-col-1 bbox=[814, 1934, 1089, 2403]
sign-name: ಕುಂಭ bbox=[587, 2066, 613, 2081]
